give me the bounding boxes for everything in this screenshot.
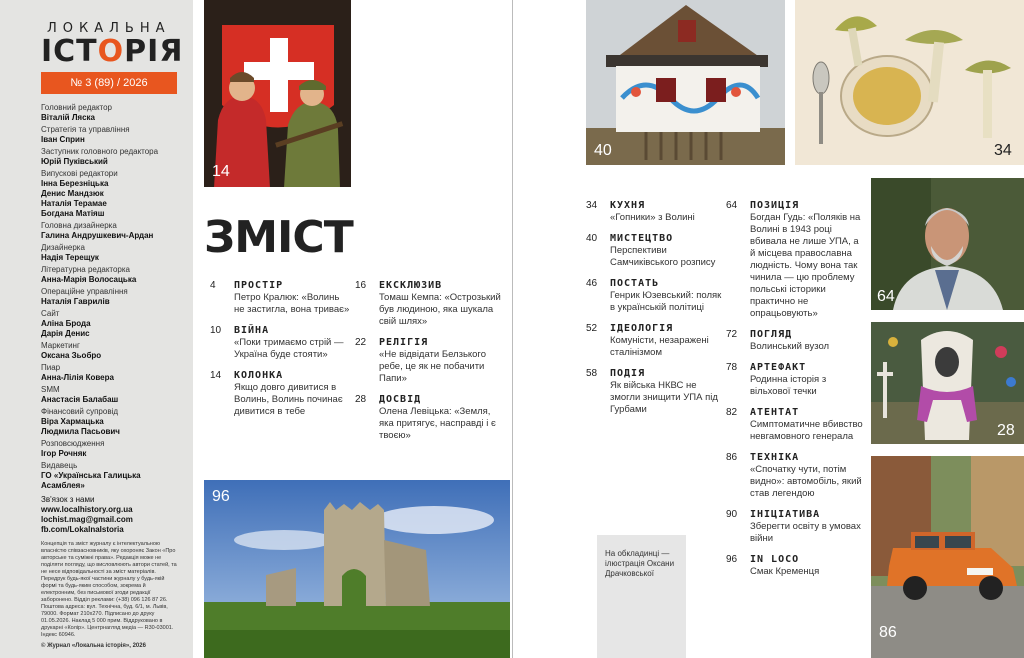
- toc-section-title: ПОГЛЯД: [750, 329, 793, 340]
- toc-description: Комуністи, незаражені сталінізмом: [610, 335, 709, 358]
- staff-role: Дизайнерка: [41, 243, 85, 252]
- toc-entry-body: [610, 367, 722, 416]
- toc-description: Родинна історія з вільхової течки: [750, 374, 827, 397]
- toc-entry-body: [750, 451, 864, 500]
- toc-section-title: МИСТЕЦТВО: [610, 233, 674, 244]
- toc-page-number: 72: [726, 329, 738, 340]
- contacts: [41, 495, 185, 535]
- legal-notice: Концепція та зміст журналу є інтелектуальною власністю співзасновників, яку охороняє Закон «Про авторське та суміжні права». Редакція може не поділяти погляду, що висловлюють автори статей, та не несе відповідальності за зміст матеріалів. Передрук будь-якої частини журналу у будь-якій формі та будь-яким способом, зокрема й електронним, без письмової згоди редакції заборонено. Відділ реклами: (+38) 096 126 87 26. Поштова адреса: вул. Технічна, буд. 6/1, м. Львів, 79000. Формат 210х270. Підписано до друку 01.05.2026. Наклад 5 000 прим. Віддруковано в друкарні «Колір». Центрнагляд медіа — R30-03001. Індекс 60946.: [41, 541, 177, 638]
- toc-description: «Гопники» з Волині: [610, 212, 695, 223]
- toc-entry[interactable]: [586, 277, 722, 314]
- staff-names: [41, 471, 187, 491]
- staff-role: Головний редактор: [41, 103, 113, 112]
- toc-entry-body: [379, 393, 503, 442]
- staff-role: Видавець: [41, 461, 78, 470]
- toc-page-number: 4: [210, 280, 216, 291]
- toc-entry[interactable]: [586, 322, 722, 359]
- toc-page-number: 34: [586, 200, 598, 211]
- contact-email[interactable]: lochist.mag@gmail.com: [41, 515, 133, 524]
- staff-names: [41, 113, 187, 123]
- photo-house-drawing: [586, 0, 785, 165]
- staff-name: Наталія Гаврилів: [41, 297, 110, 306]
- staff-name: Денис Мандзюк: [41, 189, 104, 198]
- toc-page-number: 82: [726, 407, 738, 418]
- staff-names: [41, 231, 187, 241]
- toc-section-title: КУХНЯ: [610, 200, 646, 211]
- toc-section-title: ПОСТАТЬ: [610, 278, 660, 289]
- toc-column-middle: [355, 279, 503, 450]
- toc-entry[interactable]: [355, 393, 503, 442]
- toc-section-title: ВІЙНА: [234, 325, 270, 336]
- staff-names: [41, 449, 187, 459]
- photo-orange-car: [871, 456, 1024, 658]
- photo-grave: [871, 322, 1024, 444]
- toc-description: Томаш Кемпа: «Острозький був людиною, яка шукала свій шлях»: [379, 292, 501, 327]
- toc-page-number: 90: [726, 509, 738, 520]
- toc-entry[interactable]: [726, 328, 864, 353]
- staff-name: Аліна Брода: [41, 319, 91, 328]
- staff-name: Віталій Ляска: [41, 113, 95, 122]
- toc-entry-body: [234, 279, 350, 316]
- staff-names: [41, 179, 187, 219]
- portrait-page-number: 64: [877, 288, 895, 305]
- masthead-column: [0, 0, 193, 658]
- toc-description: Олена Левіцька: «Земля, яка притягує, насправді і є твоєю»: [379, 406, 496, 441]
- toc-description: Волинський вузол: [750, 341, 830, 352]
- toc-column-right-2: [726, 199, 864, 586]
- contact-facebook[interactable]: fb.com/LokalnaIstoria: [41, 525, 124, 534]
- toc-entry[interactable]: [210, 279, 350, 316]
- toc-description: Богдан Гудь: «Поляків на Волині в 1943 році вбивала не лише УПА, а й місцева православна людність. Чому вона так чинила — цю проблему польські історики практично не опрацьовують»: [750, 212, 861, 319]
- staff-role: Головна дизайнерка: [41, 221, 117, 230]
- toc-entry[interactable]: [726, 451, 864, 500]
- toc-entry-body: [750, 199, 864, 320]
- toc-entry[interactable]: [355, 336, 503, 385]
- staff-names: [41, 319, 187, 339]
- staff-name: Анна-Лілія Ковера: [41, 373, 114, 382]
- brand-main-part2: РІЯ: [124, 34, 184, 69]
- staff-name: Юрій Пуківський: [41, 157, 108, 166]
- staff-name: Віра Хармацька: [41, 417, 104, 426]
- staff-role: Заступник головного редактора: [41, 147, 159, 156]
- toc-description: Генрик Юзевський: поляк в українській політиці: [610, 290, 722, 313]
- toc-entry-body: [234, 369, 350, 418]
- toc-section-title: РЕЛІГІЯ: [379, 337, 429, 348]
- toc-section-title: ДОСВІД: [379, 394, 422, 405]
- toc-section-title: ІДЕОЛОГІЯ: [610, 323, 674, 334]
- staff-names: [41, 135, 187, 145]
- brand-main-part1: ІСТ: [41, 34, 98, 69]
- toc-column-left: [210, 279, 350, 426]
- brand-top-word: ЛОКАЛЬНА: [47, 21, 171, 36]
- toc-entry[interactable]: [210, 369, 350, 418]
- toc-description: Зберегти освіту в умовах війни: [750, 521, 861, 544]
- toc-page-number: 40: [586, 233, 598, 244]
- staff-role: SMM: [41, 385, 60, 394]
- staff-name: Наталія Терамае: [41, 199, 107, 208]
- toc-page-number: 28: [355, 394, 367, 405]
- staff-name: Дарія Денис: [41, 329, 90, 338]
- brand-logo: [41, 36, 185, 68]
- toc-section-title: ПОДІЯ: [610, 368, 646, 379]
- staff-names: [41, 373, 187, 383]
- toc-entry[interactable]: [210, 324, 350, 361]
- staff-name: Анастасія Балабаш: [41, 395, 119, 404]
- staff-names: [41, 253, 187, 263]
- staff-name: Інна Березніцька: [41, 179, 109, 188]
- staff-role: Операційне управління: [41, 287, 128, 296]
- toc-entry-body: [379, 336, 503, 385]
- photo-castle-drawing: [204, 480, 510, 658]
- toc-description: «Не відвідати Белзького ребе, це як не побачити Папи»: [379, 349, 486, 384]
- contacts-label: Зв'язок з нами: [41, 495, 95, 504]
- staff-name: Богдана Матіяш: [41, 209, 105, 218]
- staff-role: Маркетинг: [41, 341, 80, 350]
- staff-names: [41, 395, 187, 405]
- staff-role: Розповсюдження: [41, 439, 105, 448]
- toc-entry[interactable]: [726, 406, 864, 443]
- toc-entry-body: [750, 361, 864, 398]
- toc-page-number: 14: [210, 370, 222, 381]
- photo-painted-house: [586, 0, 785, 165]
- staff-name: Надія Терещук: [41, 253, 99, 262]
- toc-entry[interactable]: [726, 553, 864, 578]
- toc-section-title: ПРОСТІР: [234, 280, 284, 291]
- toc-description: Симптоматичне вбивство невгамовного генерала: [750, 419, 863, 442]
- illustration-mushroom-soup: [795, 0, 1024, 165]
- staff-names: [41, 417, 187, 437]
- staff-role: Літературна редакторка: [41, 265, 131, 274]
- staff-name: Людмила Пасьович: [41, 427, 120, 436]
- toc-section-title: IN LOCO: [750, 554, 800, 565]
- staff-names: [41, 351, 187, 361]
- contents-title: ЗМІСТ: [204, 212, 353, 263]
- toc-page-number: 16: [355, 280, 367, 291]
- staff-name: Анна-Марія Волосацька: [41, 275, 137, 284]
- toc-section-title: КОЛОНКА: [234, 370, 284, 381]
- toc-page-number: 86: [726, 452, 738, 463]
- toc-entry-body: [750, 406, 864, 443]
- toc-page-number: 46: [586, 278, 598, 289]
- toc-entry[interactable]: [586, 199, 722, 224]
- photo-portrait: [871, 178, 1024, 310]
- toc-section-title: ЕКСКЛЮЗИВ: [379, 280, 443, 291]
- brand-main-o: О: [97, 34, 125, 69]
- toc-page-number: 52: [586, 323, 598, 334]
- toc-entry-body: [610, 199, 722, 224]
- toc-description: Смак Кременця: [750, 566, 820, 577]
- toc-entry-body: [610, 277, 722, 314]
- toc-entry-body: [610, 232, 722, 269]
- cover-credit: На обкладинці — ілюстрація Оксани Драчковської: [597, 535, 686, 658]
- staff-role: Стратегія та управління: [41, 125, 130, 134]
- toc-entry[interactable]: [586, 367, 722, 416]
- illustration-soup-drawing: [795, 0, 1024, 165]
- staff-name: Іван Сприн: [41, 135, 85, 144]
- toc-entry[interactable]: [355, 279, 503, 328]
- illustration-cossacks: [204, 0, 351, 187]
- car-page-number: 86: [879, 624, 897, 641]
- toc-entry-body: [750, 328, 864, 353]
- staff-name: Ігор Рочняк: [41, 449, 87, 458]
- toc-description: Якщо довго дивитися в Волинь, Волинь починає дивитися в тебе: [234, 382, 343, 417]
- staff-role: Випускові редактори: [41, 169, 118, 178]
- toc-page-number: 64: [726, 200, 738, 211]
- toc-entry-body: [750, 508, 864, 545]
- staff-names: [41, 275, 187, 285]
- toc-page-number: 58: [586, 368, 598, 379]
- toc-entry[interactable]: [726, 508, 864, 545]
- staff-role: Фінансовий супровід: [41, 407, 119, 416]
- toc-page-number: 78: [726, 362, 738, 373]
- staff-role: Сайт: [41, 309, 60, 318]
- toc-page-number: 22: [355, 337, 367, 348]
- contact-website[interactable]: www.localhistory.org.ua: [41, 505, 133, 514]
- staff-list: [41, 103, 187, 491]
- illustration-page-number: 14: [212, 163, 230, 180]
- staff-name: Оксана Зьобро: [41, 351, 102, 360]
- staff-name: ГО «Українська Галицька: [41, 471, 141, 480]
- toc-entry-body: [379, 279, 503, 328]
- toc-entry-body: [610, 322, 722, 359]
- copyright: © Журнал «Локальна історія», 2026: [41, 643, 146, 649]
- toc-entry[interactable]: [586, 232, 722, 269]
- illustration-cossacks-drawing: [204, 0, 351, 187]
- toc-section-title: ІНІЦІАТИВА: [750, 509, 821, 520]
- staff-name: Галина Андрушкевич-Ардан: [41, 231, 154, 240]
- toc-column-right-1: [586, 199, 722, 424]
- toc-entry[interactable]: [726, 199, 864, 320]
- toc-description: Петро Кралюк: «Волинь не застигла, вона триває»: [234, 292, 350, 315]
- toc-description: «Спочатку чути, потім видно»: автомобіль, який став легендою: [750, 464, 862, 499]
- staff-names: [41, 157, 187, 167]
- toc-page-number: 96: [726, 554, 738, 565]
- page-spine: [512, 0, 513, 658]
- toc-description: Як війська НКВС не змогли знищити УПА під Гурбами: [610, 380, 718, 415]
- castle-page-number: 96: [212, 488, 230, 505]
- toc-section-title: АРТЕФАКТ: [750, 362, 807, 373]
- soup-page-number: 34: [994, 142, 1012, 159]
- toc-section-title: ТЕХНІКА: [750, 452, 800, 463]
- staff-role: Пиар: [41, 363, 61, 372]
- house-page-number: 40: [594, 142, 612, 159]
- staff-names: [41, 297, 187, 307]
- toc-section-title: ПОЗИЦІЯ: [750, 200, 800, 211]
- issue-number: № 3 (89) / 2026: [41, 72, 177, 94]
- toc-page-number: 10: [210, 325, 222, 336]
- toc-entry-body: [750, 553, 864, 578]
- toc-description: «Поки тримаємо стрій — Україна буде стояти»: [234, 337, 344, 360]
- grave-page-number: 28: [997, 422, 1015, 439]
- toc-entry-body: [234, 324, 350, 361]
- toc-entry[interactable]: [726, 361, 864, 398]
- toc-description: Перспективи Самчиківського розпису: [610, 245, 716, 268]
- photo-castle-ruins: [204, 480, 510, 658]
- staff-name: Асамблея»: [41, 481, 85, 490]
- toc-section-title: АТЕНТАТ: [750, 407, 800, 418]
